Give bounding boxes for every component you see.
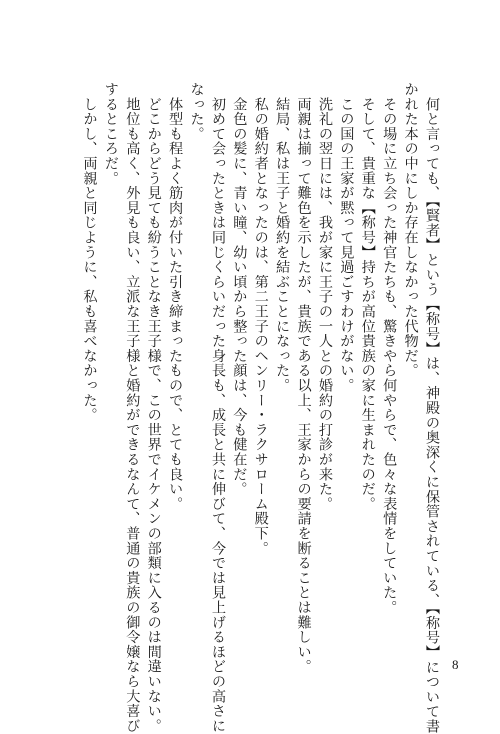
text-line: 体型も程よく筋肉が付いた引き締まったもので、とても良い。 (167, 82, 184, 512)
text-line: なった。 (188, 82, 205, 142)
text-line: そして、貴重な【称号】持ちが高位貴族の家に生まれたのだ。 (359, 82, 376, 512)
text-line: どこからどう見ても紛うことなき王子様で、この世界でイケメンの部類に入るのは間違いない。 (145, 82, 162, 734)
text-line: 金色の髪に、青い瞳、幼い頃から整った顔は、今も健在だ。 (231, 82, 248, 497)
text-line: その場に立ち会った神官たちも、驚きやら何やらで、色々な表情をしていた。 (381, 82, 398, 615)
text-line: 洗礼の翌日には、我が家に王子の一人との婚約の打診が来た。 (316, 82, 333, 512)
text-line: 両親は揃って難色を示したが、貴族である以上、王家からの要請を断ることは難しい。 (295, 82, 312, 674)
body-text (78, 82, 442, 734)
text-line: 結局、私は王子と婚約を結ぶことになった。 (274, 82, 291, 393)
text-line: 初めて会ったときは同じくらいだった身長も、成長と共に伸びて、今では見上げるほどの高さに (209, 82, 226, 734)
text-line: 何と言っても、【賢者】という【称号】は、神殿の奥深くに保管されている、【称号】について書 (424, 82, 440, 734)
text-line: 地位も高く、外見も良い、立派な王子様と婚約ができるなんて、普通の貴族の御令嬢なら大喜び (124, 82, 141, 734)
page-number: 8 (452, 657, 459, 672)
text-line: しかし、両親と同じように、私も喜べなかった。 (81, 82, 98, 423)
text-line: かれた本の中にしか存在しなかった代物だ。 (402, 82, 419, 378)
text-line: この国の王家が黙って見過ごすわけがない。 (338, 82, 355, 393)
text-line: するところだ。 (102, 82, 119, 186)
text-line: 私の婚約者となったのは、第二王子のヘンリー・ラクサローム殿下。 (252, 82, 269, 556)
